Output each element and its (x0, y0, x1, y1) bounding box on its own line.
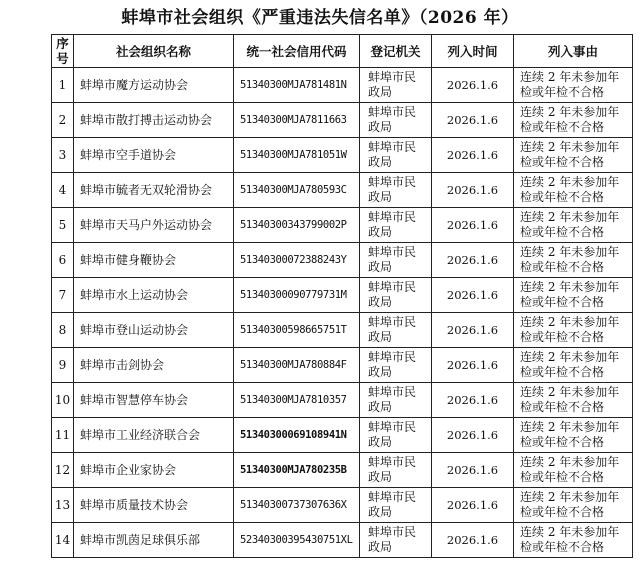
row-registration-authority: 蚌埠市民政局 (360, 243, 432, 278)
row-serial-number: 1 (52, 68, 74, 103)
table-header-row (52, 35, 633, 68)
row-listing-reason: 连续 2 年未参加年检或年检不合格 (514, 453, 633, 488)
row-organization-name: 蚌埠市凯茵足球俱乐部 (74, 523, 234, 558)
row-listing-date: 2026.1.6 (432, 243, 514, 278)
row-serial-number: 12 (52, 453, 74, 488)
row-organization-name: 蚌埠市工业经济联合会 (74, 418, 234, 453)
row-credit-code: 51340300069108941N (234, 418, 360, 453)
table-row (52, 488, 633, 523)
row-registration-authority: 蚌埠市民政局 (360, 208, 432, 243)
row-serial-number: 3 (52, 138, 74, 173)
row-credit-code: 51340300MJA780593C (234, 173, 360, 208)
header-credit-code: 统一社会信用代码 (234, 35, 360, 68)
row-serial-number: 9 (52, 348, 74, 383)
row-serial-number: 4 (52, 173, 74, 208)
row-serial-number: 8 (52, 313, 74, 348)
row-credit-code: 51340300598665751T (234, 313, 360, 348)
table-row (52, 68, 633, 103)
row-organization-name: 蚌埠市魔方运动协会 (74, 68, 234, 103)
row-listing-reason: 连续 2 年未参加年检或年检不合格 (514, 348, 633, 383)
row-serial-number: 5 (52, 208, 74, 243)
table-row (52, 523, 633, 558)
row-credit-code: 51340300MJA780884F (234, 348, 360, 383)
row-credit-code: 51340300MJA781051W (234, 138, 360, 173)
row-registration-authority: 蚌埠市民政局 (360, 173, 432, 208)
row-listing-reason: 连续 2 年未参加年检或年检不合格 (514, 173, 633, 208)
row-listing-date: 2026.1.6 (432, 383, 514, 418)
row-listing-reason: 连续 2 年未参加年检或年检不合格 (514, 138, 633, 173)
row-organization-name: 蚌埠市毓者无双轮滑协会 (74, 173, 234, 208)
row-organization-name: 蚌埠市企业家协会 (74, 453, 234, 488)
row-registration-authority: 蚌埠市民政局 (360, 383, 432, 418)
row-listing-date: 2026.1.6 (432, 173, 514, 208)
table-row (52, 453, 633, 488)
row-organization-name: 蚌埠市击剑协会 (74, 348, 234, 383)
row-credit-code: 51340300343799002P (234, 208, 360, 243)
row-credit-code: 52340300395430751XL (234, 523, 360, 558)
row-organization-name: 蚌埠市散打搏击运动协会 (74, 103, 234, 138)
header-listing-date: 列入时间 (432, 35, 514, 68)
table-row (52, 208, 633, 243)
table-row (52, 243, 633, 278)
row-listing-date: 2026.1.6 (432, 418, 514, 453)
header-registration-authority: 登记机关 (360, 35, 432, 68)
row-registration-authority: 蚌埠市民政局 (360, 138, 432, 173)
row-registration-authority: 蚌埠市民政局 (360, 103, 432, 138)
table-row (52, 313, 633, 348)
row-organization-name: 蚌埠市天马户外运动协会 (74, 208, 234, 243)
table-row (52, 138, 633, 173)
row-registration-authority: 蚌埠市民政局 (360, 313, 432, 348)
table-row (52, 278, 633, 313)
row-listing-date: 2026.1.6 (432, 523, 514, 558)
row-organization-name: 蚌埠市登山运动协会 (74, 313, 234, 348)
row-organization-name: 蚌埠市健身鞭协会 (74, 243, 234, 278)
row-registration-authority: 蚌埠市民政局 (360, 418, 432, 453)
row-listing-reason: 连续 2 年未参加年检或年检不合格 (514, 68, 633, 103)
row-serial-number: 11 (52, 418, 74, 453)
table-row (52, 348, 633, 383)
row-registration-authority: 蚌埠市民政局 (360, 453, 432, 488)
table-row (52, 383, 633, 418)
row-listing-reason: 连续 2 年未参加年检或年检不合格 (514, 103, 633, 138)
header-organization-name: 社会组织名称 (74, 35, 234, 68)
table-body (52, 68, 633, 558)
table-row (52, 103, 633, 138)
table-row (52, 173, 633, 208)
row-listing-date: 2026.1.6 (432, 278, 514, 313)
row-serial-number: 10 (52, 383, 74, 418)
row-serial-number: 7 (52, 278, 74, 313)
row-listing-reason: 连续 2 年未参加年检或年检不合格 (514, 243, 633, 278)
row-credit-code: 51340300072388243Y (234, 243, 360, 278)
row-credit-code: 51340300MJA7811663 (234, 103, 360, 138)
row-serial-number: 13 (52, 488, 74, 523)
row-listing-reason: 连续 2 年未参加年检或年检不合格 (514, 383, 633, 418)
row-organization-name: 蚌埠市质量技术协会 (74, 488, 234, 523)
row-listing-date: 2026.1.6 (432, 453, 514, 488)
row-credit-code: 51340300090779731M (234, 278, 360, 313)
row-credit-code: 51340300MJA780235B (234, 453, 360, 488)
row-listing-date: 2026.1.6 (432, 348, 514, 383)
row-listing-date: 2026.1.6 (432, 68, 514, 103)
row-organization-name: 蚌埠市智慧停车协会 (74, 383, 234, 418)
row-listing-date: 2026.1.6 (432, 103, 514, 138)
row-listing-reason: 连续 2 年未参加年检或年检不合格 (514, 418, 633, 453)
row-credit-code: 51340300737307636X (234, 488, 360, 523)
row-listing-reason: 连续 2 年未参加年检或年检不合格 (514, 208, 633, 243)
row-listing-reason: 连续 2 年未参加年检或年检不合格 (514, 278, 633, 313)
row-listing-date: 2026.1.6 (432, 313, 514, 348)
header-listing-reason: 列入事由 (514, 35, 633, 68)
row-listing-date: 2026.1.6 (432, 138, 514, 173)
row-organization-name: 蚌埠市水上运动协会 (74, 278, 234, 313)
blacklist-table (51, 34, 633, 558)
row-serial-number: 14 (52, 523, 74, 558)
row-listing-date: 2026.1.6 (432, 488, 514, 523)
row-listing-reason: 连续 2 年未参加年检或年检不合格 (514, 523, 633, 558)
row-registration-authority: 蚌埠市民政局 (360, 278, 432, 313)
header-serial-number: 序号 (52, 35, 74, 68)
row-credit-code: 51340300MJA781481N (234, 68, 360, 103)
row-registration-authority: 蚌埠市民政局 (360, 523, 432, 558)
row-registration-authority: 蚌埠市民政局 (360, 68, 432, 103)
row-listing-reason: 连续 2 年未参加年检或年检不合格 (514, 313, 633, 348)
row-credit-code: 51340300MJA7810357 (234, 383, 360, 418)
row-listing-reason: 连续 2 年未参加年检或年检不合格 (514, 488, 633, 523)
document-title: 蚌埠市社会组织《严重违法失信名单》（2026 年） (121, 8, 519, 28)
row-registration-authority: 蚌埠市民政局 (360, 348, 432, 383)
row-organization-name: 蚌埠市空手道协会 (74, 138, 234, 173)
row-serial-number: 6 (52, 243, 74, 278)
table-row (52, 418, 633, 453)
row-listing-date: 2026.1.6 (432, 208, 514, 243)
row-serial-number: 2 (52, 103, 74, 138)
row-registration-authority: 蚌埠市民政局 (360, 488, 432, 523)
